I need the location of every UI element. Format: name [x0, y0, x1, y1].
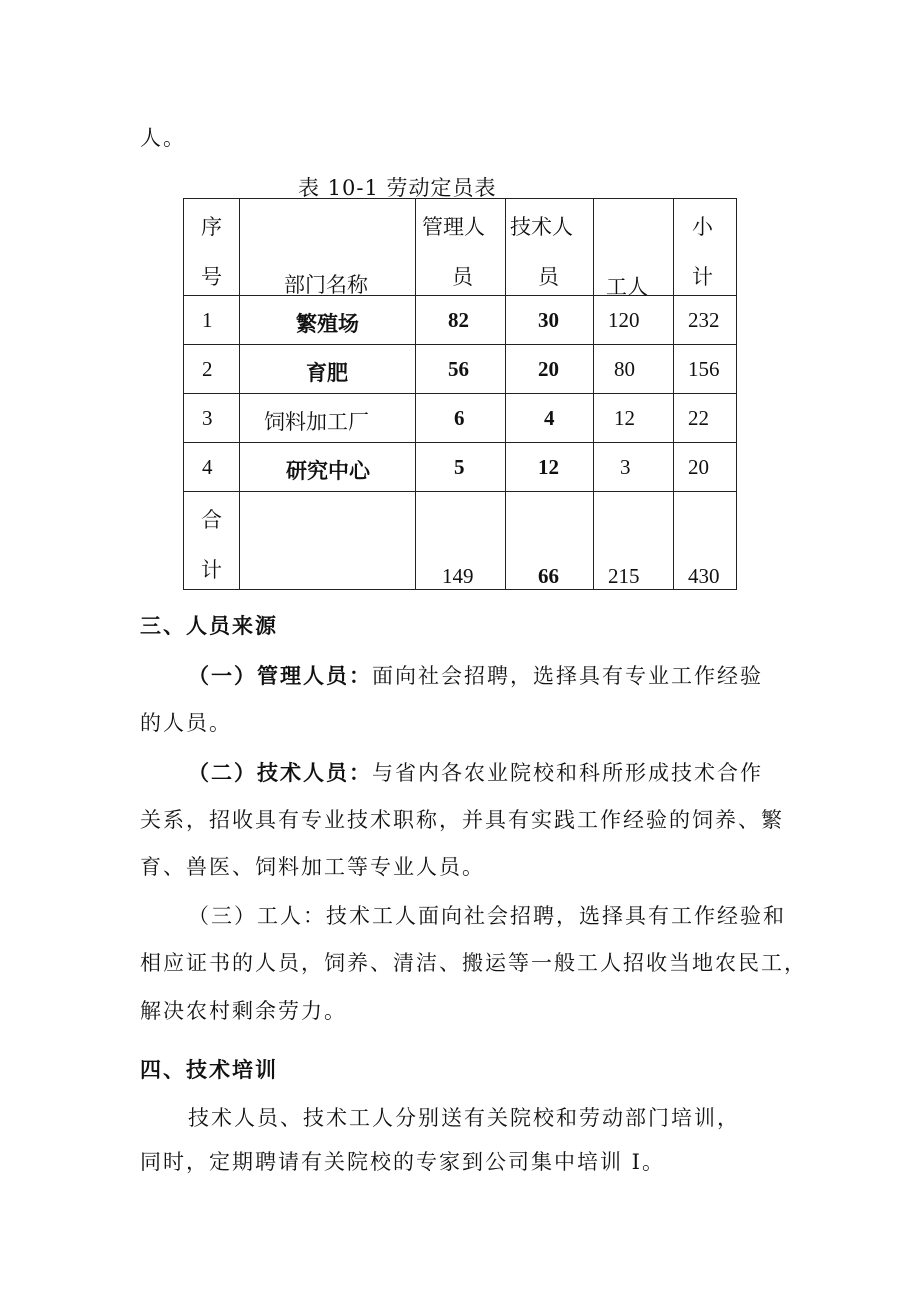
header-dept-label: 部门名称	[284, 273, 368, 297]
total-tech-text: 66	[538, 564, 559, 588]
header-dept	[240, 199, 416, 296]
cell-seq	[184, 296, 240, 345]
cell-tech	[506, 394, 594, 443]
total-label	[184, 492, 240, 590]
cell-worker	[594, 296, 674, 345]
total-dept-empty	[240, 492, 416, 590]
cell-dept-text: 育肥	[306, 360, 348, 385]
cell-seq-text: 1	[202, 308, 213, 332]
header-mgmt	[416, 199, 506, 296]
cell-mgmt-text: 82	[448, 308, 469, 332]
cell-seq-text: 3	[202, 406, 213, 430]
section3-p2-text: 与省内各农业院校和科所形成技术合作	[372, 761, 763, 785]
cell-seq-text: 2	[202, 357, 213, 381]
section3-heading: 三、人员来源	[140, 613, 278, 638]
cell-dept-text: 饲料加工厂	[264, 410, 369, 434]
cell-worker-text: 12	[614, 406, 635, 430]
staffing-table	[183, 198, 737, 590]
cell-subtotal-text: 22	[688, 406, 709, 430]
cell-mgmt	[416, 394, 506, 443]
cell-tech-text: 20	[538, 357, 559, 381]
total-label-bottom: 计	[201, 558, 222, 582]
page-top-fragment: 人。	[140, 126, 186, 150]
cell-tech	[506, 443, 594, 492]
section3-p3-line3: 解决农村剩余劳力。	[140, 999, 347, 1023]
section3-p1-line1	[188, 660, 763, 690]
header-tech-bottom: 员	[538, 265, 559, 289]
cell-mgmt	[416, 296, 506, 345]
header-subtotal-bottom: 计	[692, 265, 713, 289]
cell-dept	[240, 443, 416, 492]
cell-dept-text: 研究中心	[286, 458, 370, 483]
section3-p2-line2: 关系，招收具有专业技术职称，并具有实践工作经验的饲养、繁	[140, 808, 784, 832]
section4-line1: 技术人员、技术工人分别送有关院校和劳动部门培训，	[188, 1106, 740, 1130]
cell-dept	[240, 296, 416, 345]
section3-p2-line1	[188, 757, 763, 787]
header-subtotal	[674, 199, 737, 296]
cell-mgmt-text: 56	[448, 357, 469, 381]
header-subtotal-top: 小	[692, 215, 713, 239]
cell-mgmt	[416, 443, 506, 492]
cell-subtotal	[674, 345, 737, 394]
table-header-row	[184, 199, 737, 296]
header-seq	[184, 199, 240, 296]
section3-p3-line1: （三）工人：技术工人面向社会招聘，选择具有工作经验和	[188, 904, 786, 928]
header-worker-label: 工人	[606, 275, 648, 299]
cell-seq	[184, 443, 240, 492]
header-tech	[506, 199, 594, 296]
header-mgmt-top: 管理人	[422, 215, 485, 239]
table-row	[184, 394, 737, 443]
total-mgmt	[416, 492, 506, 590]
cell-tech	[506, 345, 594, 394]
header-tech-top: 技术人	[510, 215, 573, 239]
table-total-row	[184, 492, 737, 590]
section3-p2-line3: 育、兽医、饲料加工等专业人员。	[140, 855, 485, 879]
total-subtotal	[674, 492, 737, 590]
cell-tech-text: 30	[538, 308, 559, 332]
cell-worker-text: 120	[608, 308, 640, 332]
total-worker-text: 215	[608, 564, 640, 588]
total-mgmt-text: 149	[442, 564, 474, 588]
section3-p1-text: 面向社会招聘，选择具有专业工作经验	[372, 664, 763, 688]
cell-subtotal-text: 156	[688, 357, 720, 381]
section3-p3-line2: 相应证书的人员，饲养、清洁、搬运等一般工人招收当地农民工，	[140, 951, 807, 975]
header-mgmt-bottom: 员	[452, 265, 473, 289]
table-caption: 表 10-1 劳动定员表	[298, 176, 497, 200]
cell-tech-text: 12	[538, 455, 559, 479]
cell-subtotal-text: 20	[688, 455, 709, 479]
cell-subtotal	[674, 394, 737, 443]
cell-dept	[240, 345, 416, 394]
table-row	[184, 443, 737, 492]
header-worker	[594, 199, 674, 299]
header-seq-bottom: 号	[201, 265, 222, 289]
header-seq-top: 序	[201, 215, 222, 239]
cell-tech-text: 4	[544, 406, 555, 430]
cell-subtotal	[674, 443, 737, 492]
total-label-top: 合	[201, 508, 222, 532]
total-tech	[506, 492, 594, 590]
cell-dept-text: 繁殖场	[296, 311, 359, 336]
section4-line2: 同时，定期聘请有关院校的专家到公司集中培训 I。	[140, 1150, 665, 1174]
cell-seq	[184, 345, 240, 394]
table-row	[184, 296, 737, 345]
section3-p1-label: （一）管理人员：	[188, 663, 372, 688]
cell-tech	[506, 296, 594, 345]
total-subtotal-text: 430	[688, 564, 720, 588]
cell-mgmt-text: 6	[454, 406, 465, 430]
cell-worker	[594, 443, 674, 492]
cell-subtotal-text: 232	[688, 308, 720, 332]
table-row	[184, 345, 737, 394]
cell-seq	[184, 394, 240, 443]
cell-mgmt	[416, 345, 506, 394]
section3-p2-label: （二）技术人员：	[188, 760, 372, 785]
section3-p1-line2: 的人员。	[140, 711, 232, 735]
cell-worker	[594, 345, 674, 394]
cell-mgmt-text: 5	[454, 455, 465, 479]
cell-dept	[240, 394, 416, 443]
section4-heading: 四、技术培训	[140, 1057, 278, 1082]
cell-seq-text: 4	[202, 455, 213, 479]
cell-subtotal	[674, 296, 737, 345]
cell-worker-text: 80	[614, 357, 635, 381]
cell-worker-text: 3	[620, 455, 631, 479]
total-worker	[594, 492, 674, 590]
cell-worker	[594, 394, 674, 443]
